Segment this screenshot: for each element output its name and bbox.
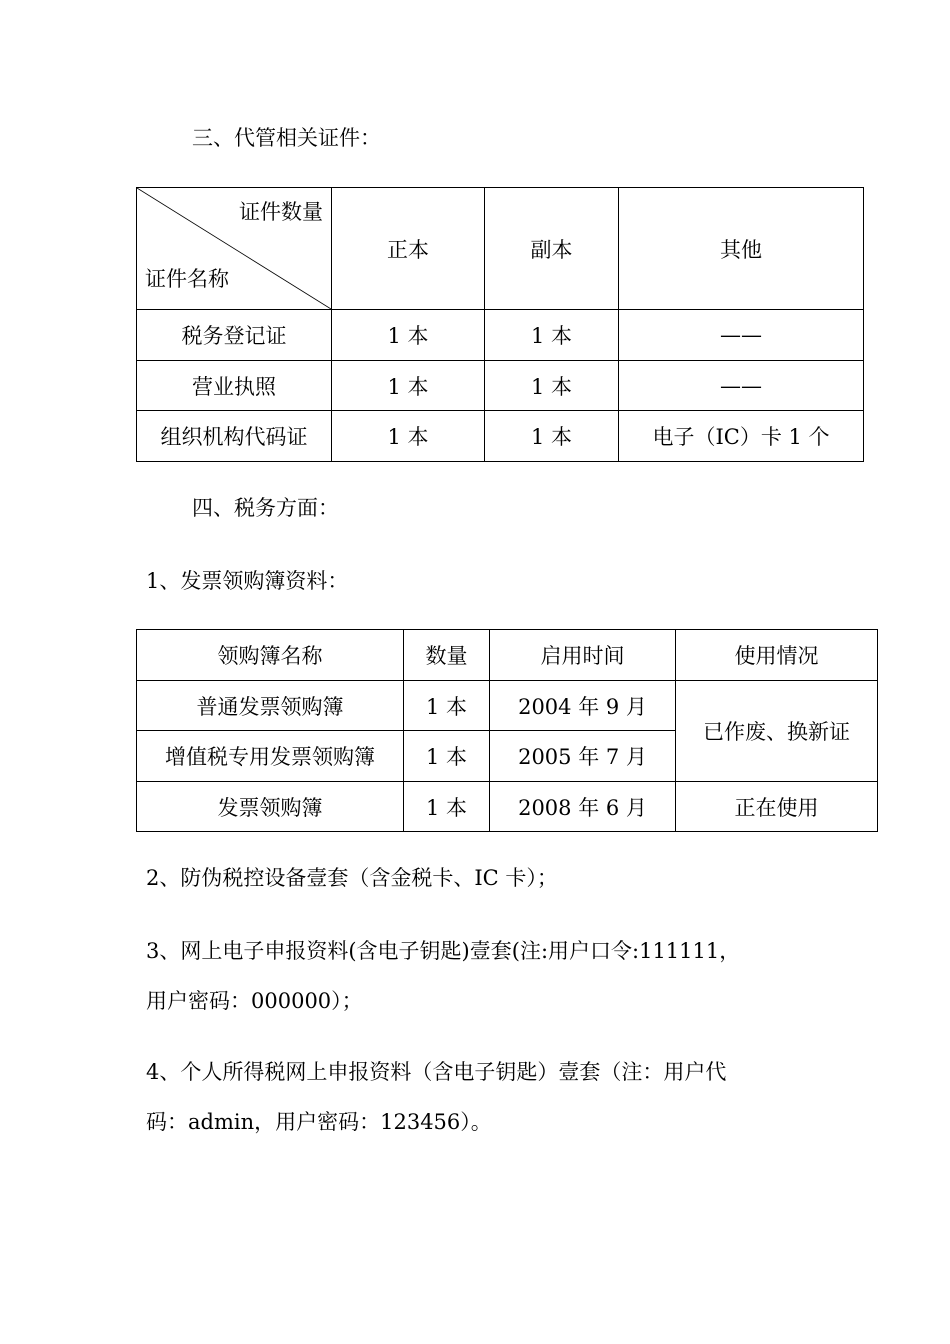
header-corner-name: 证件名称 — [145, 267, 229, 291]
table-row: 普通发票领购簿 1 本 2004 年 9 月 已作废、换新证 — [137, 681, 878, 731]
header-original: 正本 — [332, 188, 485, 310]
certificate-table — [136, 187, 864, 462]
item-1-invoice-books: 1、发票领购簿资料： — [146, 569, 349, 593]
table-row: 税务登记证 1 本 1 本 —— — [137, 310, 864, 361]
item-3-line-1: 3、网上电子申报资料(含电子钥匙)壹套(注:用户口令:111111， — [146, 939, 741, 963]
header-corner-quantity: 证件数量 — [239, 200, 323, 224]
item-2-tax-control-device: 2、防伪税控设备壹套（含金税卡、IC 卡）； — [146, 866, 558, 890]
table-row: 增值税专用发票领购簿 1 本 2005 年 7 月 — [137, 731, 878, 782]
table-row: 组织机构代码证 1 本 1 本 电子（IC）卡 1 个 — [137, 411, 864, 462]
invoice-book-table — [136, 629, 878, 832]
item-3-line-2: 用户密码：000000）； — [146, 989, 363, 1013]
table-row: 发票领购簿 1 本 2008 年 6 月 正在使用 — [137, 782, 878, 832]
item-4-line-1: 4、个人所得税网上申报资料（含电子钥匙）壹套（注：用户代 — [146, 1060, 727, 1084]
header-copy: 副本 — [485, 188, 619, 310]
merged-status-cell: 已作废、换新证 — [676, 681, 878, 782]
diagonal-header-cell — [137, 188, 332, 310]
table-header-row: 领购簿名称 数量 启用时间 使用情况 — [137, 630, 878, 681]
table-row: 营业执照 1 本 1 本 —— — [137, 361, 864, 411]
section-3-heading: 三、代管相关证件： — [192, 126, 381, 150]
header-other: 其他 — [619, 188, 864, 310]
section-4-heading: 四、税务方面： — [192, 496, 339, 520]
item-4-line-2: 码：admin，用户密码：123456）。 — [146, 1110, 492, 1134]
